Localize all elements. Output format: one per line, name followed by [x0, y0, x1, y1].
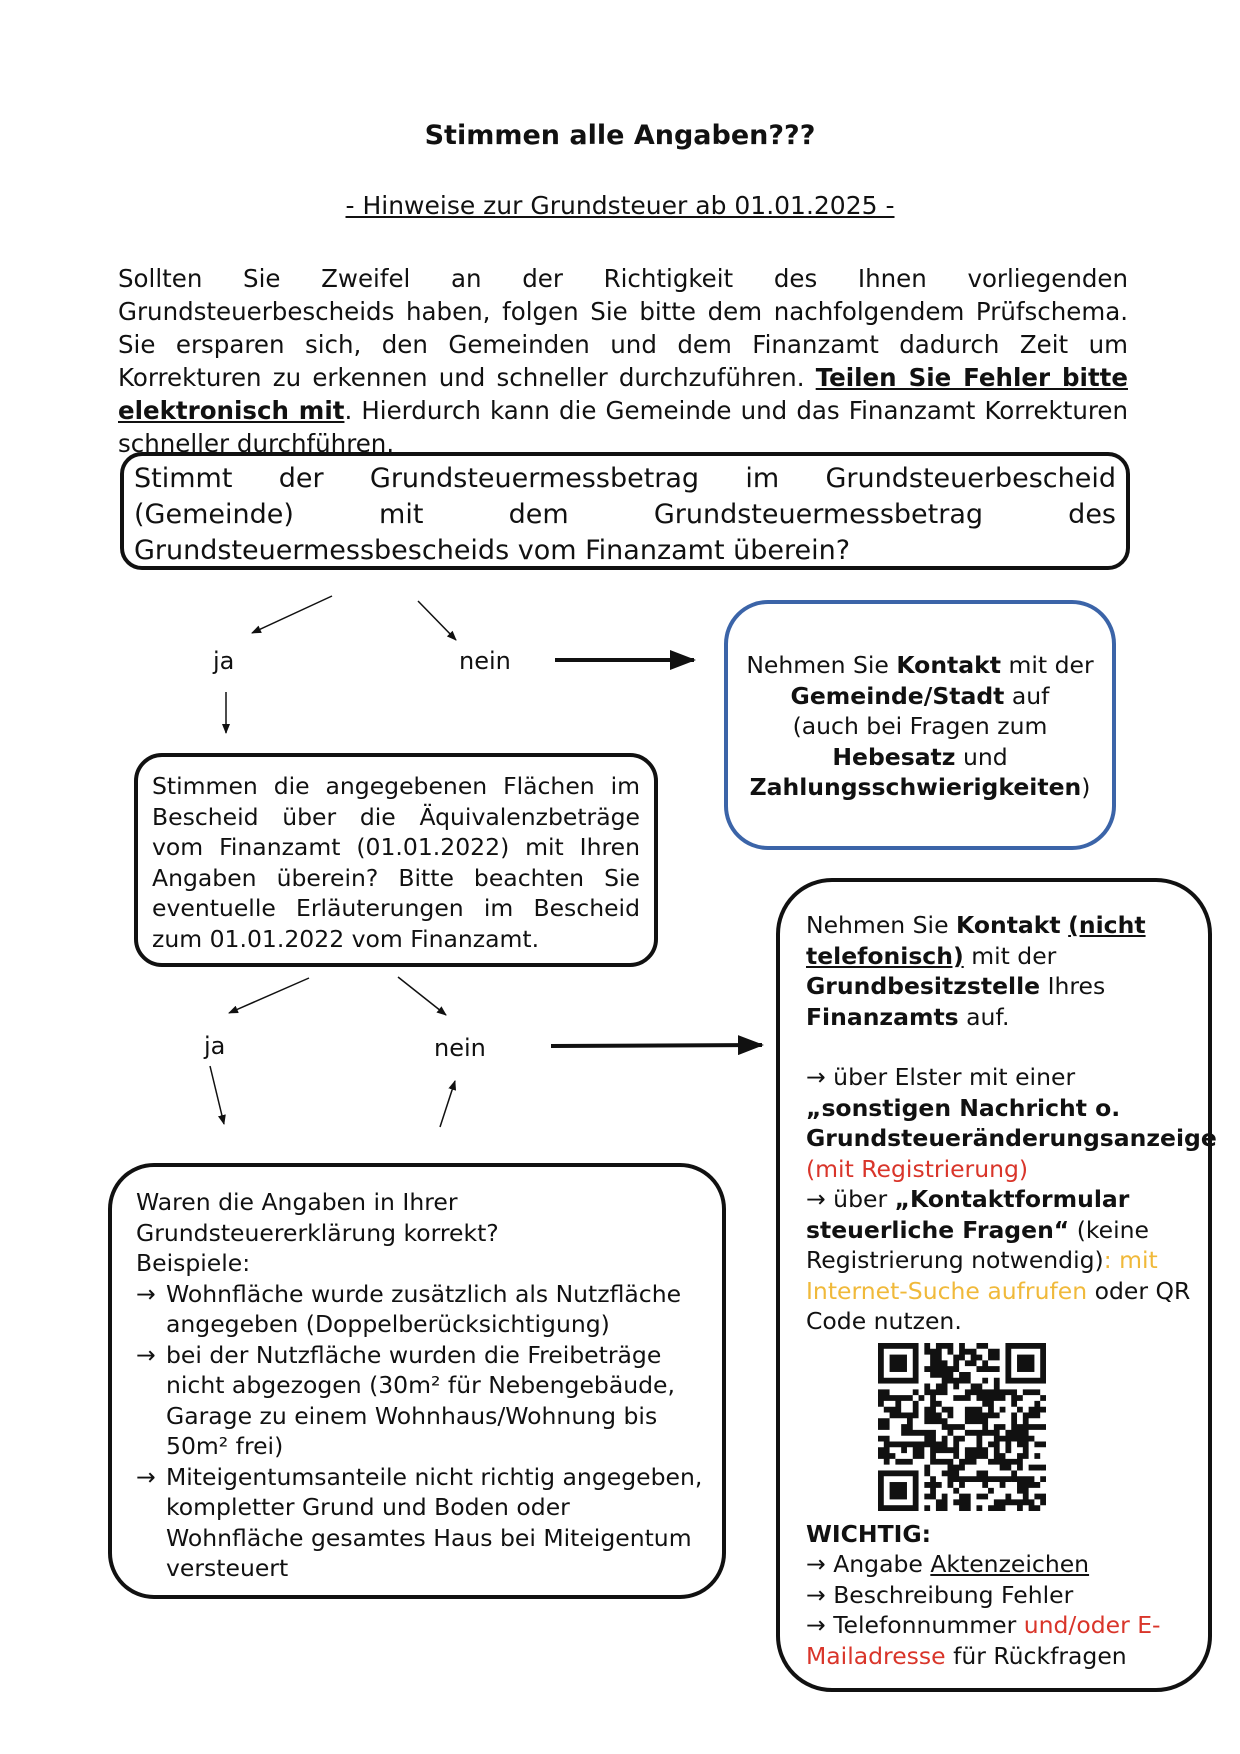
- flow-arrow-icon: →: [136, 1340, 156, 1369]
- contactform-option: → über „Kontaktformular steuerliche Fragen“ (keine Registrierung notwendig): mit Internet-Suche aufrufen oder QR Code nutzen.: [806, 1185, 1191, 1335]
- taxoffice-intro: Nehmen Sie Kontakt (nicht telefonisch) mit der Grundbesitzstelle Ihres Finanzamts auf.: [806, 911, 1146, 1031]
- label-no-2: nein: [434, 1034, 486, 1062]
- arrow-no-to-taxoffice: [551, 1045, 762, 1046]
- page-subtitle: - Hinweise zur Grundsteuer ab 01.01.2025 -: [345, 191, 895, 220]
- arrow-q3-to-no: [440, 1081, 455, 1127]
- flow-arrow-icon: →: [806, 1063, 826, 1091]
- elster-option: → über Elster mit einer „sonstigen Nachricht o. Grundsteueränderungsanzeige (mit Registrierung): [806, 1063, 1217, 1183]
- arrow-q1-no: [418, 601, 456, 640]
- page-title: Stimmen alle Angaben???: [424, 120, 816, 151]
- question-3-box: [108, 1163, 726, 1599]
- arrow-q2-yes: [229, 978, 309, 1013]
- flow-arrow-icon: →: [806, 1580, 826, 1609]
- flow-arrow-icon: →: [806, 1611, 826, 1639]
- qr-code-icon[interactable]: [878, 1343, 1046, 1511]
- examples-label: Beispiele:: [136, 1249, 251, 1277]
- question-2-box: Stimmen die angegebenen Flächen im Bescheid über die Äquivalenzbeträge vom Finanzamt (01.01.2022) mit Ihren Angaben überein? Bitte beachten Sie eventuelle Erläuterungen im Bescheid zum 01.01.2022 vom Finanzamt.: [134, 753, 658, 967]
- intro-emphasis: Teilen Sie Fehler bitte elektronisch mit: [118, 363, 1128, 425]
- flow-arrow-icon: →: [806, 1185, 826, 1213]
- example-item: → Miteigentumsanteile nicht richtig angegeben, kompletter Grund und Boden oder Wohnfläche gesamtes Haus bei Miteigentum versteuert: [136, 1462, 703, 1582]
- example-item: → bei der Nutzfläche wurden die Freibeträge nicht abgezogen (30m² für Nebengebäude, Garage zu einem Wohnhaus/Wohnung bis 50m² frei): [136, 1340, 675, 1460]
- important-item-1: → Angabe Aktenzeichen: [806, 1550, 1090, 1578]
- municipality-contact-box: Nehmen Sie Kontakt mit der Gemeinde/Stadt auf (auch bei Fragen zum Hebesatz und Zahlungsschwierigkeiten): [724, 600, 1116, 850]
- important-heading: WICHTIG:: [806, 1519, 932, 1548]
- flow-arrow-icon: →: [136, 1462, 156, 1491]
- taxoffice-contact-box: [776, 878, 1217, 1692]
- flow-arrow-icon: →: [136, 1279, 156, 1308]
- flow-arrow-icon: →: [806, 1550, 826, 1578]
- arrow-yes-to-q3: [210, 1066, 224, 1124]
- arrow-q1-yes: [252, 596, 332, 633]
- label-yes-1: ja: [213, 647, 235, 675]
- label-no-1: nein: [459, 647, 511, 675]
- question-1-box: Stimmt der Grundsteuermessbetrag im Grundsteuerbescheid (Gemeinde) mit dem Grundsteuermessbetrag des Grundsteuermessbescheids vom Finanzamt überein?: [120, 452, 1130, 570]
- important-item-3: → Telefonnummer und/oder E-Mailadresse für Rückfragen: [806, 1611, 1161, 1670]
- important-item-2: → Beschreibung Fehler: [806, 1580, 1074, 1609]
- arrow-q2-no: [398, 977, 446, 1015]
- question-3-text: Waren die Angaben in Ihrer Grundsteuererklärung korrekt?: [136, 1188, 499, 1247]
- intro-paragraph: Sollten Sie Zweifel an der Richtigkeit des Ihnen vorliegenden Grundsteuerbescheids haben, folgen Sie bitte dem nachfolgendem Prüfschema. Sie ersparen sich, den Gemeinden und dem Finanzamt dadurch Zeit um Korrekturen zu erkennen und schneller durchzuführen. Teilen Sie Fehler bitte elektronisch mit. Hierdurch kann die Gemeinde und das Finanzamt Korrekturen schneller durchführen.: [118, 264, 1129, 458]
- label-yes-2: ja: [204, 1032, 226, 1060]
- example-item: → Wohnfläche wurde zusätzlich als Nutzfläche angegeben (Doppelberücksichtigung): [136, 1279, 682, 1338]
